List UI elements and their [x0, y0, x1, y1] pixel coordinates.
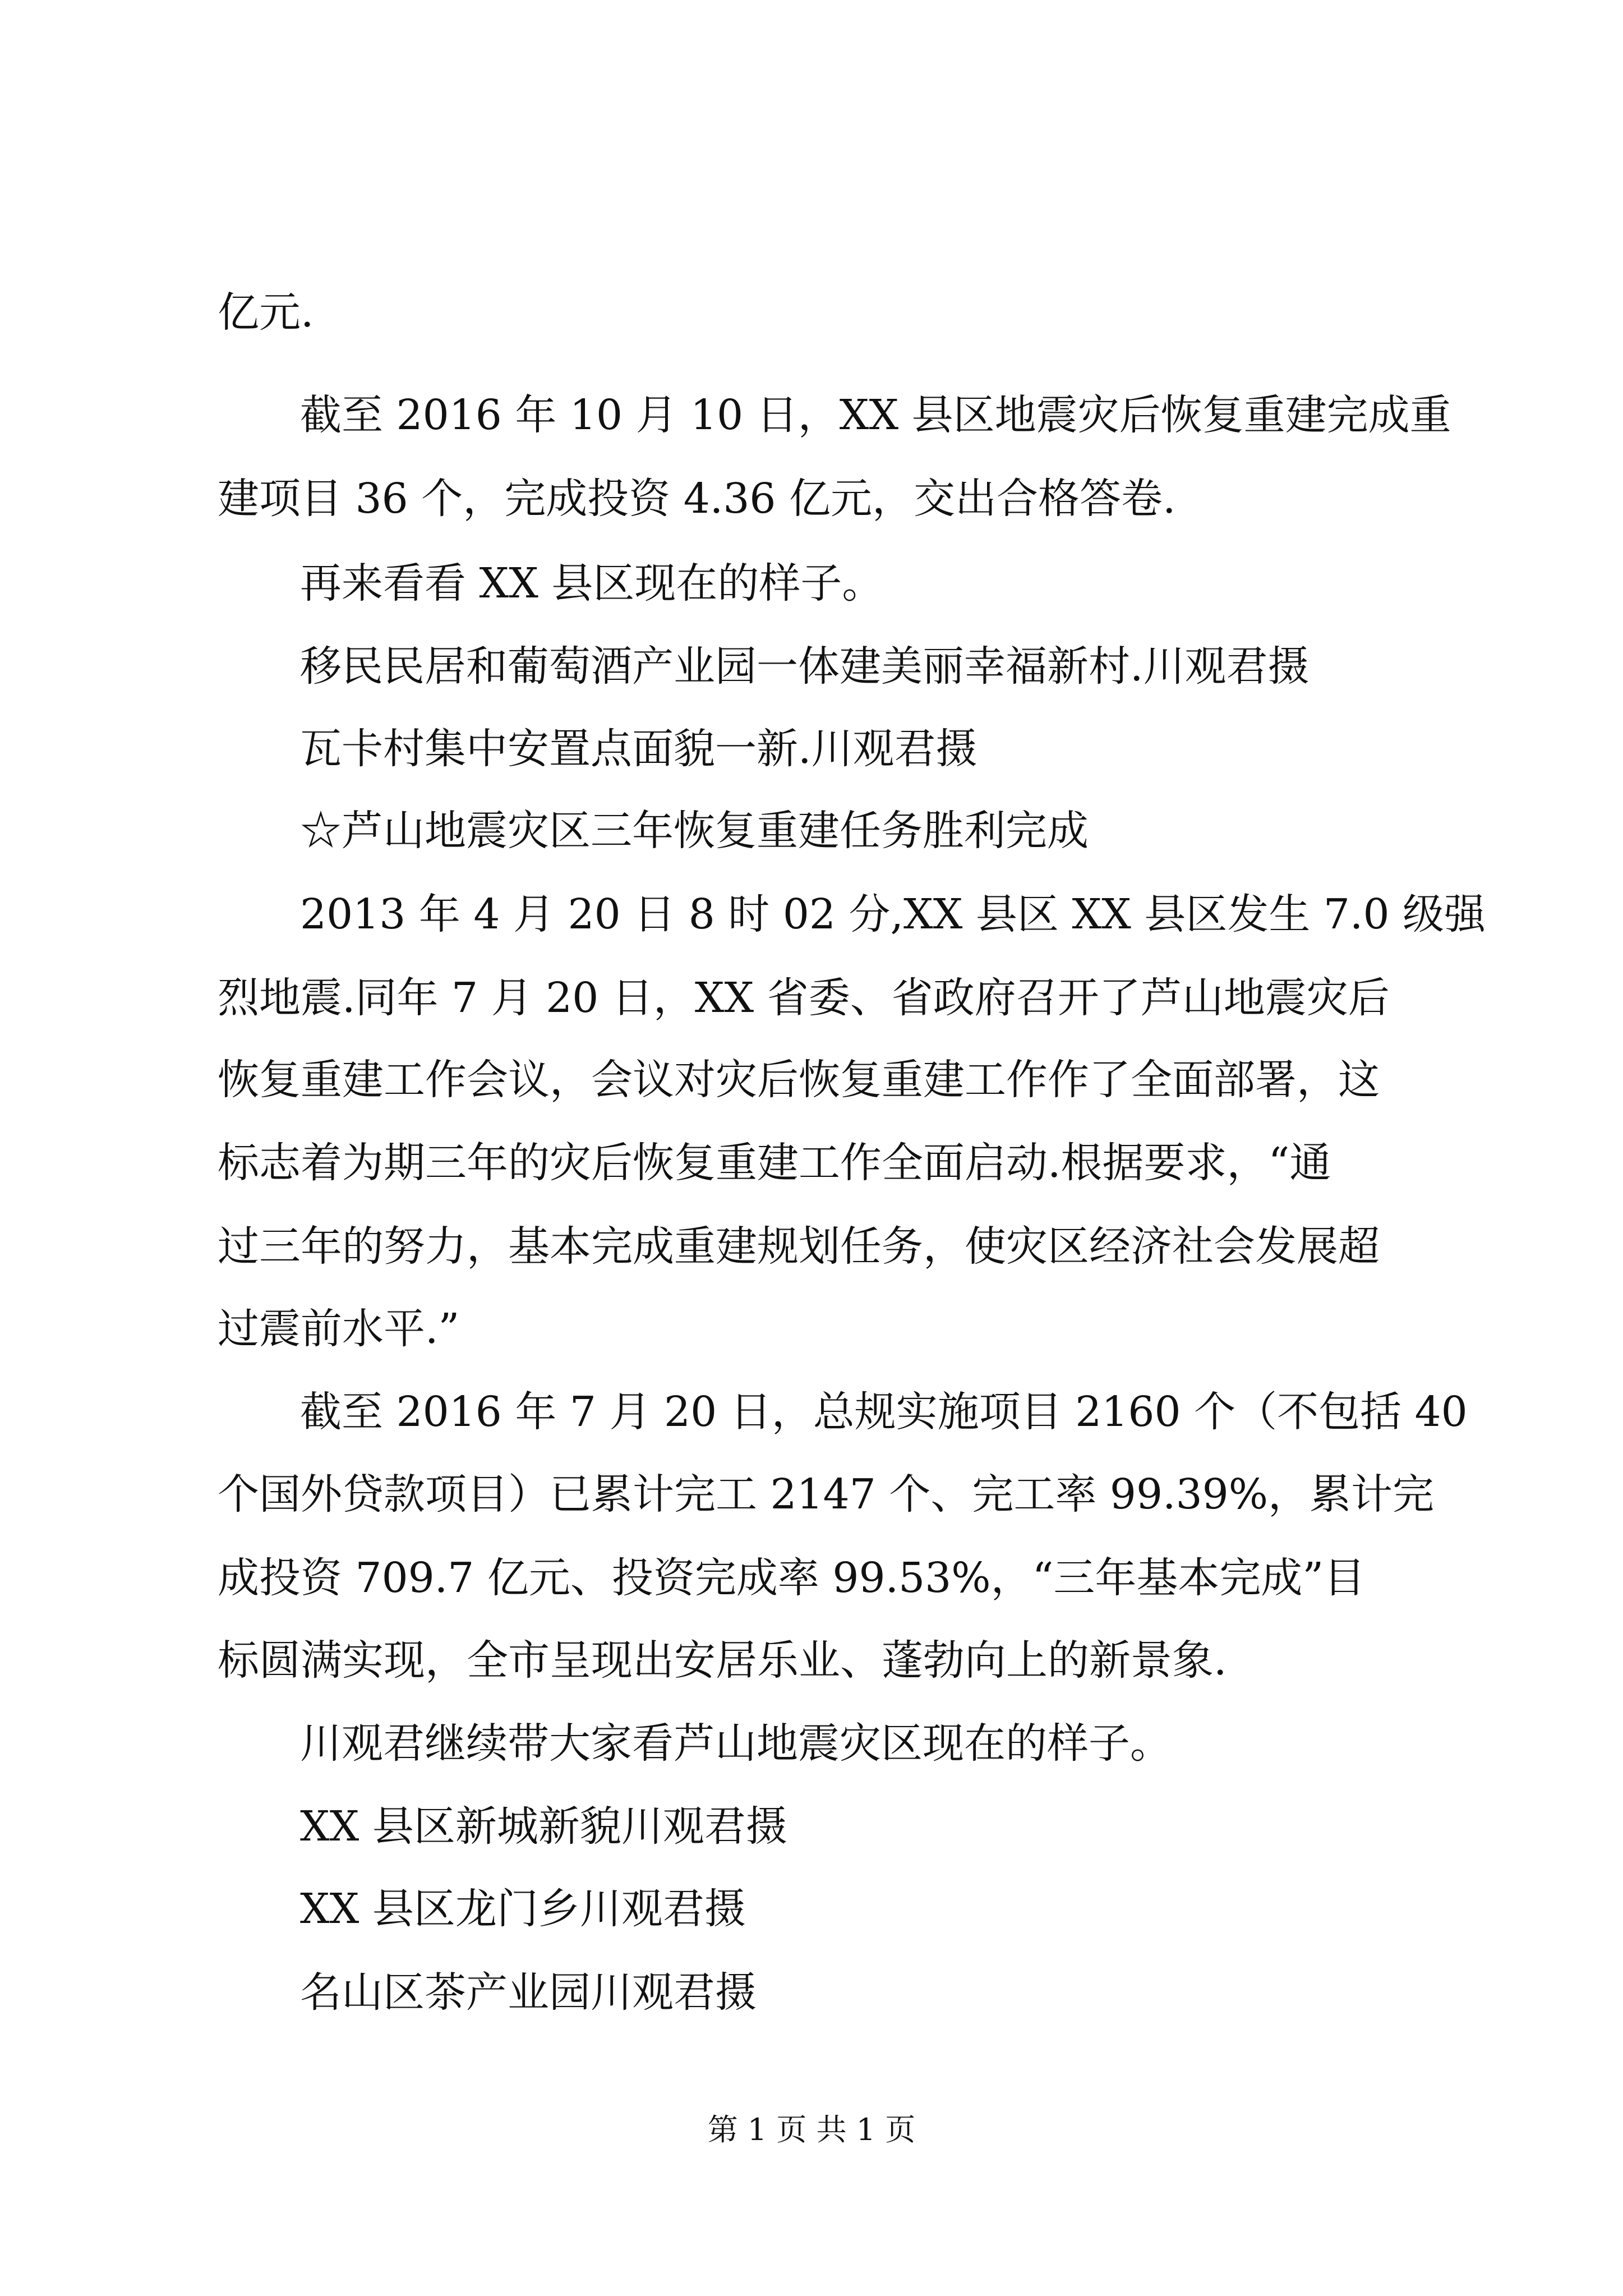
text-line-1: 亿元. [218, 288, 314, 337]
text-line-19: XX 县区新城新貌川观君摄 [300, 1802, 787, 1851]
text-line-18: 川观君继续带大家看芦山地震灾区现在的样子。 [300, 1719, 1172, 1768]
text-line-17: 标圆满实现，全市呈现出安居乐业、蓬勃向上的新景象. [218, 1636, 1227, 1685]
text-line-9: 烈地震.同年 7 月 20 日，XX 省委、省政府召开了芦山地震灾后 [218, 974, 1390, 1022]
text-line-11: 标志着为期三年的灾后恢复重建工作全面启动.根据要求，“通 [218, 1139, 1331, 1187]
text-line-16: 成投资 709.7 亿元、投资完成率 99.53%，“三年基本完成”目 [218, 1554, 1366, 1602]
text-line-6: 瓦卡村集中安置点面貌一新.川观君摄 [300, 725, 978, 773]
text-line-12: 过三年的努力，基本完成重建规划任务，使灾区经济社会发展超 [218, 1222, 1380, 1271]
text-line-15: 个国外贷款项目）已累计完工 2147 个、完工率 99.39%，累计完 [218, 1470, 1435, 1519]
text-line-10: 恢复重建工作会议，会议对灾后恢复重建工作作了全面部署，这 [218, 1056, 1380, 1104]
text-line-5: 移民民居和葡萄酒产业园一体建美丽幸福新村.川观君摄 [300, 642, 1310, 691]
text-line-7: ☆芦山地震灾区三年恢复重建任务胜利完成 [300, 807, 1089, 855]
text-line-3: 建项目 36 个，完成投资 4.36 亿元，交出合格答卷. [218, 475, 1176, 523]
text-line-13: 过震前水平.” [218, 1305, 460, 1353]
text-line-2: 截至 2016 年 10 月 10 日，XX 县区地震灾后恢复重建完成重 [300, 391, 1451, 439]
text-line-20: XX 县区龙门乡川观君摄 [300, 1885, 746, 1933]
text-line-4: 再来看看 XX 县区现在的样子。 [300, 559, 884, 608]
text-line-14: 截至 2016 年 7 月 20 日，总规实施项目 2160 个（不包括 40 [300, 1388, 1468, 1436]
text-line-8: 2013 年 4 月 20 日 8 时 02 分,XX 县区 XX 县区发生 7.0 级强 [300, 890, 1486, 938]
text-line-21: 名山区茶产业园川观君摄 [300, 1968, 757, 2017]
page-footer: 第 1 页 共 1 页 [707, 2112, 916, 2147]
